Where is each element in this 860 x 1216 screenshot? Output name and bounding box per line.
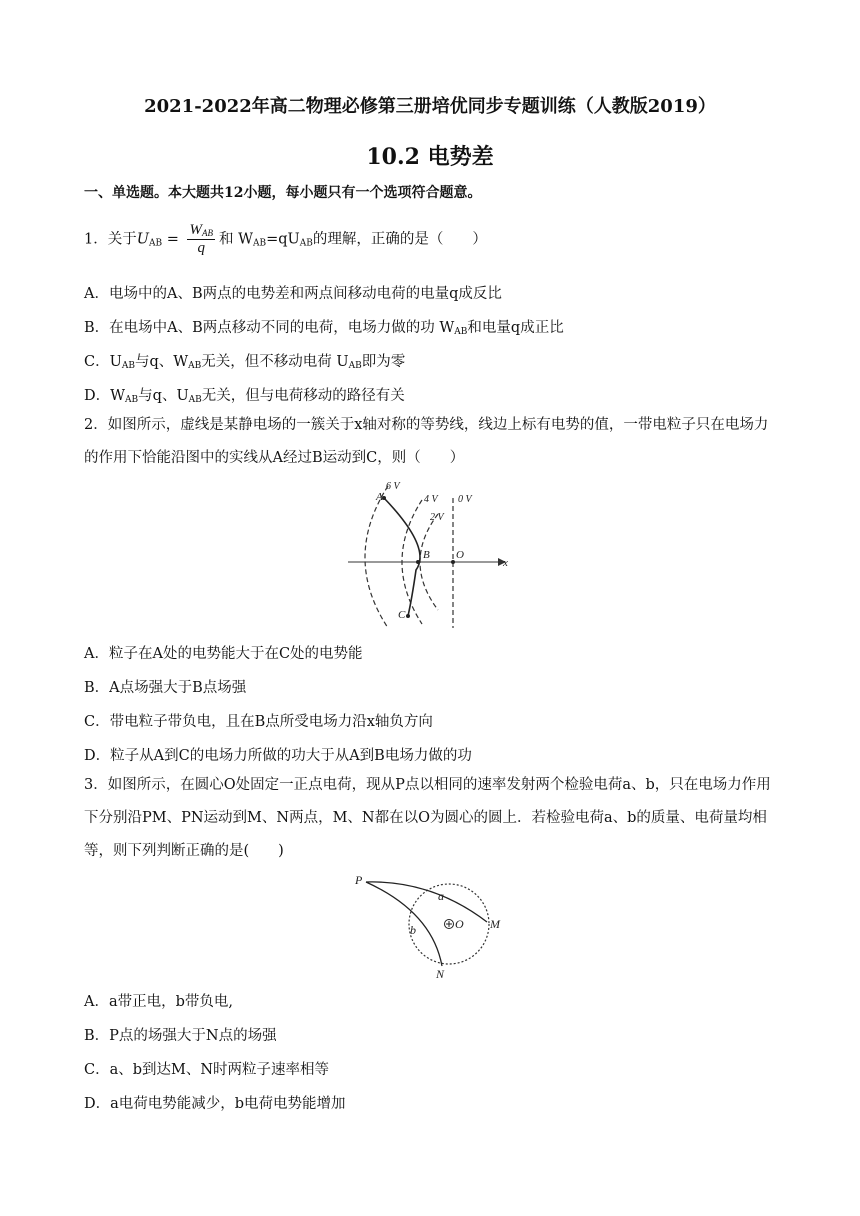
q2-label-o: O	[456, 549, 464, 561]
document-subtitle: 10.2 电势差	[366, 144, 494, 170]
q3-label-b: b	[410, 923, 416, 937]
q1-frac-numerator: W	[189, 222, 202, 238]
q3-path-pn	[366, 882, 442, 966]
q1-d-pre: D．W	[84, 388, 126, 404]
q3-option-b: B．P点的场强大于N点的场强	[84, 1028, 277, 1044]
q1-fraction	[187, 222, 215, 257]
q3-label-m: M	[490, 917, 500, 931]
q1-c-sub2: AB	[188, 361, 202, 371]
q2-option-b: B．A点场强大于B点场强	[84, 680, 247, 696]
q1-stem	[84, 222, 487, 257]
q2-label-a: A	[376, 491, 383, 503]
q2-equipotential-figure	[340, 478, 515, 632]
q2-label-b: B	[423, 549, 430, 561]
q2-stem: 2．如图所示，虚线是某静电场的一簇关于x轴对称的等势线，线边上标有电势的值，一带电粒子只在电场力的作用下恰能沿图中的实线从A经过B运动到C，则（ ）	[84, 417, 769, 466]
q2-option-a: A．粒子在A处的电势能大于在C处的电势能	[84, 646, 363, 662]
q1-option-c	[84, 350, 405, 371]
q2-label-2v: 2 V	[430, 512, 444, 523]
q1-rest2: =qU	[266, 231, 300, 248]
q1-c-sub1: AB	[121, 361, 135, 371]
q2-point-b	[416, 560, 420, 564]
q1-rest: 和 W	[218, 231, 253, 248]
q1-b-pre: B．在电场中A、B两点移动不同的电荷，电场力做的功 W	[84, 320, 455, 336]
q1-u-symbol: U	[136, 231, 149, 248]
q3-option-a: A．a带正电，b带负电,	[84, 994, 234, 1010]
q2-point-c	[406, 614, 410, 618]
q2-six-volt-curve	[365, 486, 388, 628]
q1-rest-sub1: AB	[252, 238, 267, 249]
q1-d-mid: 与q、U	[138, 388, 189, 404]
q1-option-b	[84, 316, 564, 337]
document-title: 2021-2022年高二物理必修第三册培优同步专题训练（人教版2019）	[144, 96, 716, 117]
q1-frac-denominator: q	[197, 240, 205, 256]
q1-c-sub3: AB	[348, 361, 362, 371]
q3-stem: 3．如图所示，在圆心O处固定一正点电荷，现从P点以相同的速率发射两个检验电荷a、b，只在电场力作用下分别沿PM、PN运动到M、N两点，M、N都在以O为圆心的圆上．若检验电荷a、b的质量、电荷量均相等，则下列判断正确的是( )	[84, 777, 771, 859]
q3-label-a: a	[438, 889, 444, 903]
q3-label-o: O	[455, 917, 464, 931]
q1-frac-num-subscript: AB	[201, 228, 213, 238]
q1-option-a: A．电场中的A、B两点的电势差和两点间移动电荷的电量q成反比	[84, 286, 502, 302]
q1-u-subscript: AB	[148, 238, 163, 249]
q1-d-sub1: AB	[125, 395, 139, 405]
q2-label-0v: 0 V	[458, 494, 472, 505]
q1-option-d	[84, 384, 405, 405]
q1-equals: =	[162, 231, 184, 248]
q1-b-sub: AB	[454, 327, 468, 337]
q2-label-c: C	[398, 609, 406, 621]
q1-d-sub2: AB	[188, 395, 202, 405]
q1-c-post: 即为零	[361, 354, 406, 370]
q1-c-mid: 与q、W	[134, 354, 189, 370]
q1-d-post: 无关，但与电荷移动的路径有关	[201, 388, 405, 404]
q2-point-o	[451, 560, 455, 564]
q1-rest-sub2: AB	[299, 238, 313, 249]
q2-label-4v: 4 V	[424, 494, 438, 505]
q2-option-c: C．带电粒子带负电，且在B点所受电场力沿x轴负方向	[84, 714, 433, 730]
q1-c-pre: C．U	[84, 354, 122, 370]
q2-x-label: x	[503, 557, 508, 569]
q2-label-6v: 6 V	[386, 481, 400, 492]
section-heading: 一、单选题。本大题共12小题，每小题只有一个选项符合题意。	[84, 185, 482, 201]
q3-label-n: N	[436, 967, 445, 981]
q1-b-post: 和电量q成正比	[467, 320, 564, 336]
q1-c-mid2: 无关，但不移动电荷 U	[201, 354, 349, 370]
q3-path-pm	[366, 882, 487, 922]
q3-option-c: C．a、b到达M、N时两粒子速率相等	[84, 1062, 330, 1078]
q3-option-d: D．a电荷电势能减少，b电荷电势能增加	[84, 1096, 346, 1112]
q1-rest3: 的理解，正确的是（ ）	[312, 231, 487, 248]
q3-circle-figure	[352, 872, 512, 984]
q2-option-d: D．粒子从A到C的电场力所做的功大于从A到B电场力做的功	[84, 748, 472, 764]
q3-label-p: P	[355, 873, 363, 887]
q1-number: 1．关于	[84, 231, 137, 248]
